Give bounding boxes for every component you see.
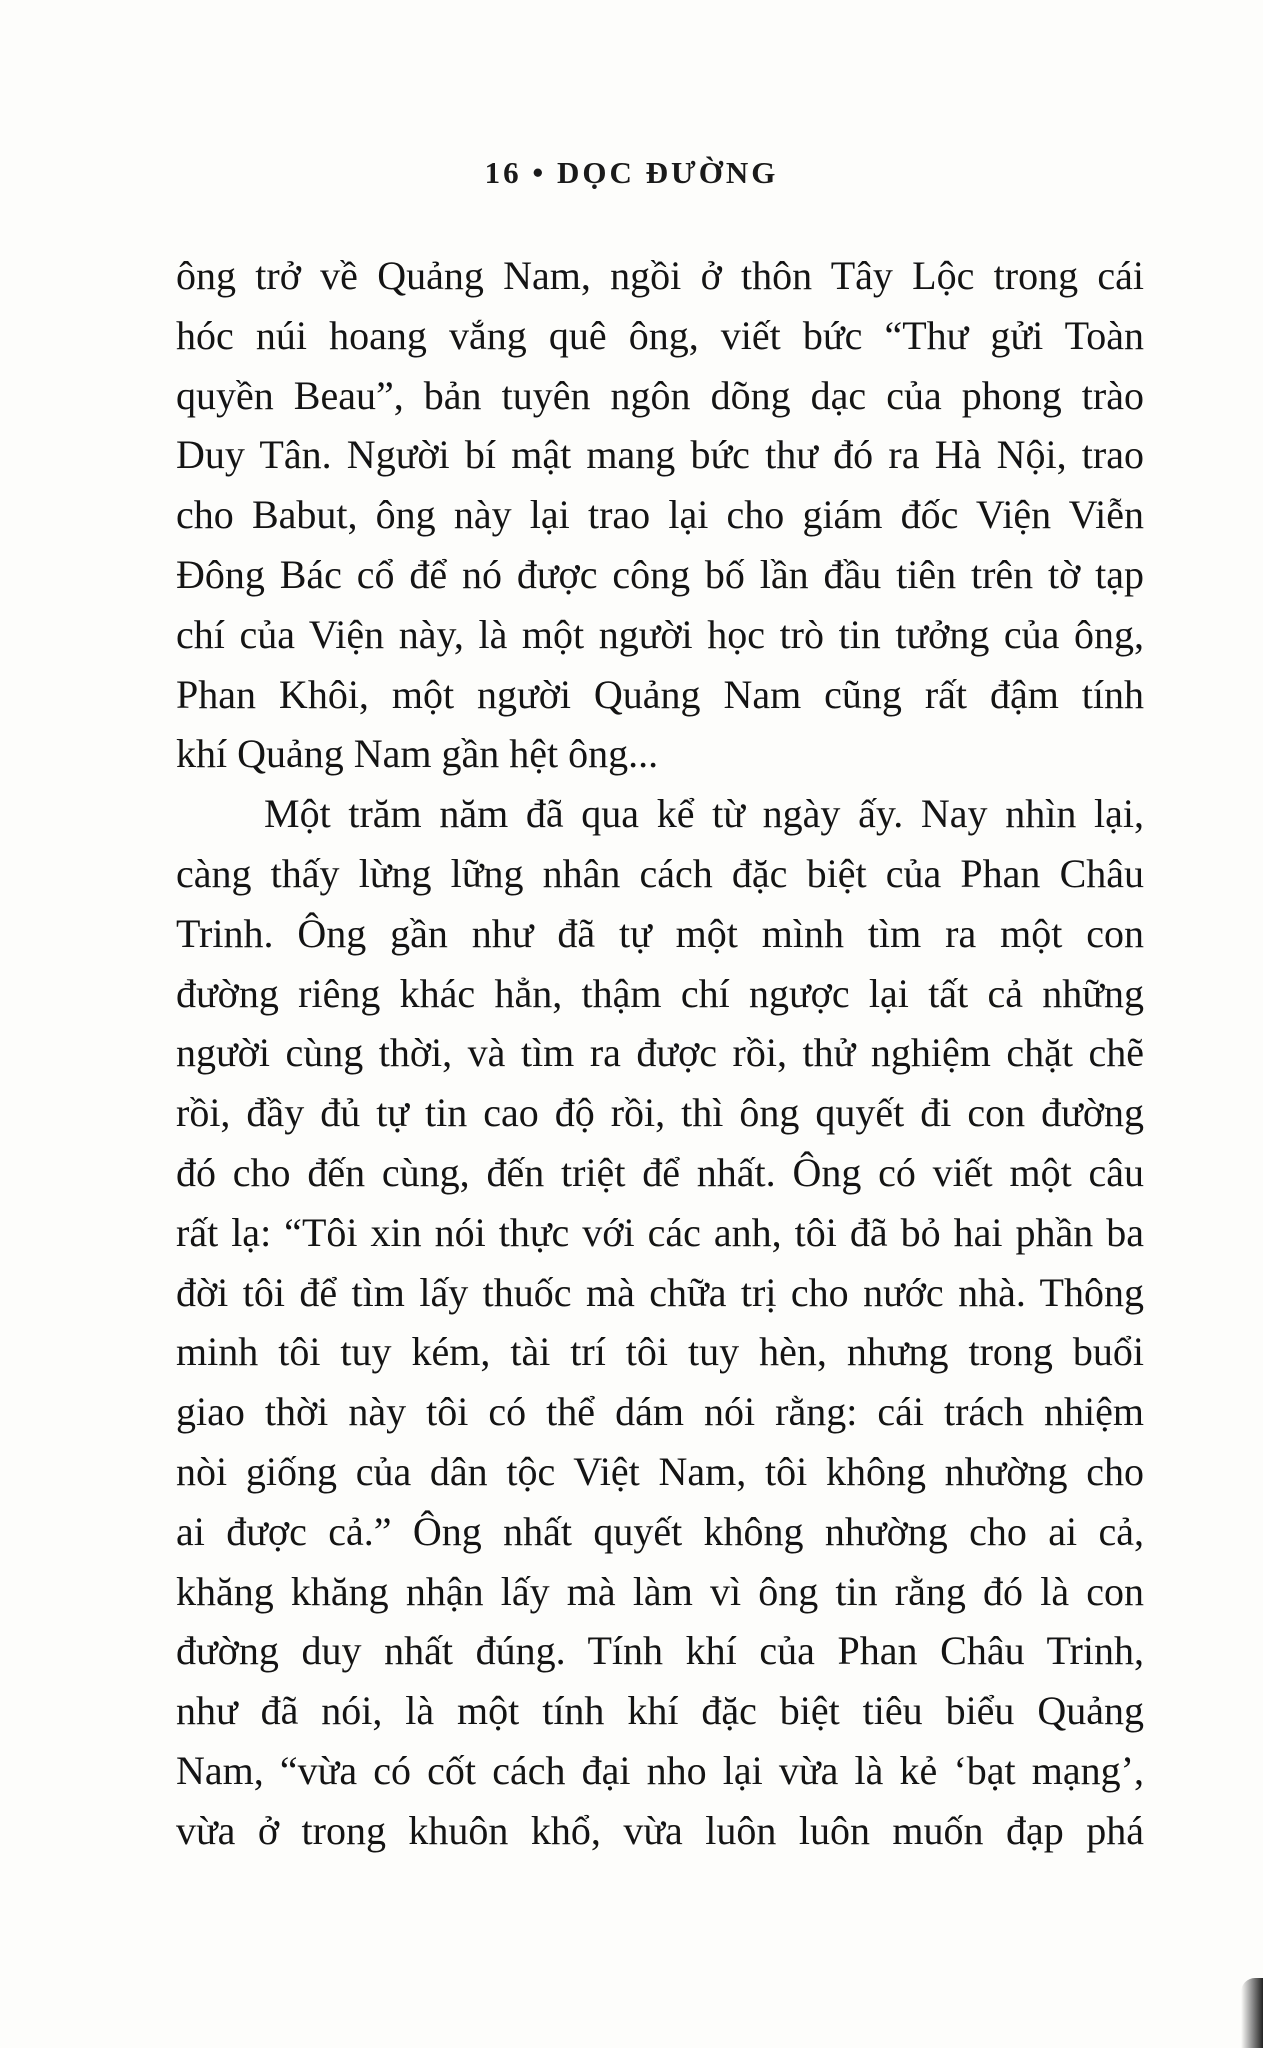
text-line: ông trở về Quảng Nam, ngồi ở thôn Tây Lộc trong cái	[176, 253, 1144, 298]
text-line: Trinh. Ông gần như đã tự một mình tìm ra một con	[176, 910, 1144, 956]
text-line: Nam, “vừa có cốt cách đại nho lại vừa là kẻ ‘bạt mạng’,	[176, 1747, 1144, 1793]
page-number: 16	[484, 155, 522, 190]
text-line: Phan Khôi, một người Quảng Nam cũng rất đậm tính	[176, 671, 1144, 717]
text-line: Duy Tân. Người bí mật mang bức thư đó ra Hà Nội, trao	[176, 432, 1144, 478]
text-line: rất lạ: “Tôi xin nói thực với các anh, tôi đã bỏ hai phần ba	[176, 1209, 1144, 1255]
header-separator: •	[532, 155, 547, 190]
text-line: vừa ở trong khuôn khổ, vừa luôn luôn muốn đạp phá	[176, 1807, 1144, 1853]
text-line: hóc núi hoang vắng quê ông, viết bức “Thư gửi Toàn	[176, 312, 1144, 358]
text-line: giao thời này tôi có thể dám nói rằng: cái trách nhiệm	[176, 1389, 1144, 1435]
text-line: quyền Beau”, bản tuyên ngôn dõng dạc của phong trào	[176, 372, 1144, 418]
text-line: khí Quảng Nam gần hệt ông...	[176, 731, 659, 777]
text-line: khăng khăng nhận lấy mà làm vì ông tin rằng đó là con	[176, 1568, 1144, 1614]
running-header	[0, 155, 1263, 191]
text-line: rồi, đầy đủ tự tin cao độ rồi, thì ông quyết đi con đường	[176, 1090, 1144, 1136]
paragraph	[176, 246, 1144, 784]
text-line: Đông Bác cổ để nó được công bố lần đầu tiên trên tờ tạp	[176, 551, 1144, 597]
text-line: nòi giống của dân tộc Việt Nam, tôi không nhường cho	[176, 1448, 1144, 1494]
page-edge-shadow	[1241, 1978, 1263, 2048]
text-line: càng thấy lừng lững nhân cách đặc biệt của Phan Châu	[176, 850, 1144, 896]
text-line: đường duy nhất đúng. Tính khí của Phan Châu Trinh,	[176, 1628, 1144, 1674]
book-title: DỌC ĐƯỜNG	[557, 155, 779, 190]
text-line: đường riêng khác hẳn, thậm chí ngược lại tất cả những	[176, 970, 1144, 1016]
text-line: chí của Viện này, là một người học trò tin tưởng của ông,	[176, 611, 1144, 657]
text-line: Một trăm năm đã qua kể từ ngày ấy. Nay nhìn lại,	[264, 791, 1144, 837]
text-line: minh tôi tuy kém, tài trí tôi tuy hèn, nhưng trong buổi	[176, 1329, 1144, 1375]
text-line: người cùng thời, và tìm ra được rồi, thử nghiệm chặt chẽ	[176, 1030, 1144, 1076]
paragraph	[176, 784, 1144, 1860]
text-line: ai được cả.” Ông nhất quyết không nhường cho ai cả,	[176, 1508, 1144, 1554]
text-line: đó cho đến cùng, đến triệt để nhất. Ông có viết một câu	[176, 1149, 1144, 1195]
page-body	[176, 246, 1144, 1861]
text-line: như đã nói, là một tính khí đặc biệt tiêu biểu Quảng	[176, 1688, 1144, 1734]
text-line: cho Babut, ông này lại trao lại cho giám đốc Viện Viễn	[176, 492, 1144, 538]
text-line: đời tôi để tìm lấy thuốc mà chữa trị cho nước nhà. Thông	[176, 1269, 1144, 1315]
